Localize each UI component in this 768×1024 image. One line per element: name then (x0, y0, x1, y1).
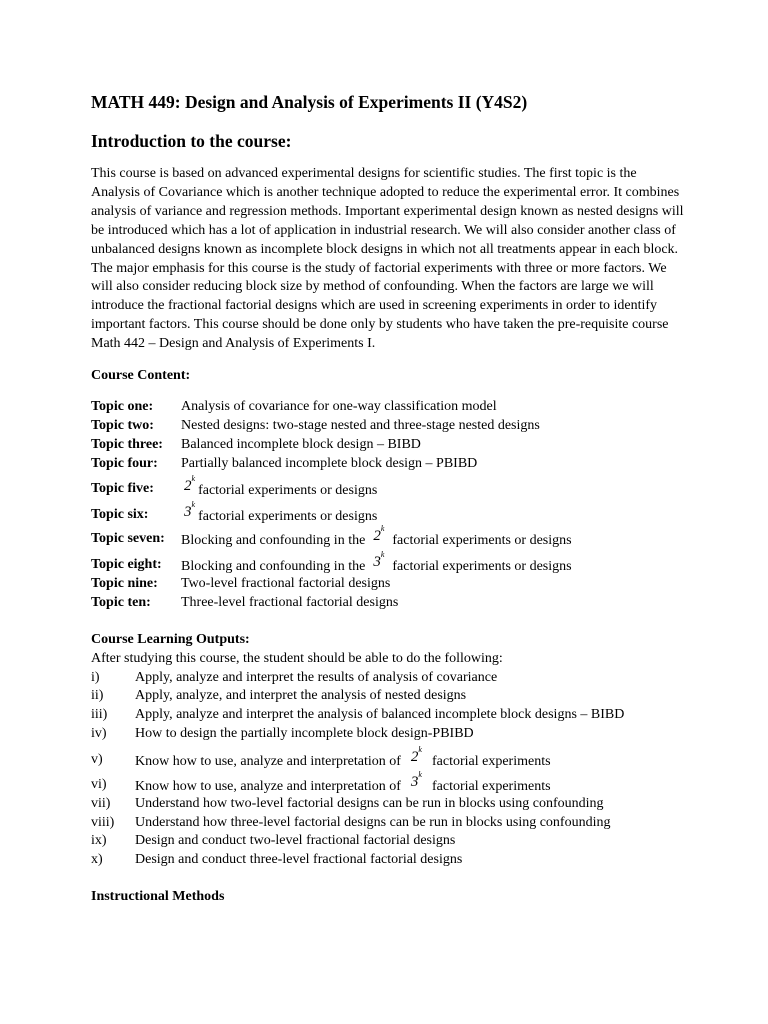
topic-label: Topic one: (91, 399, 154, 414)
list-item-number: x) (91, 852, 103, 867)
topic-text: Analysis of covariance for one-way classification model (181, 399, 497, 414)
topic-label: Topic five: (91, 481, 154, 496)
list-item-text: Know how to use, analyze and interpretation of 3$^k$factorial experiments (135, 770, 551, 794)
list-item-number: ii) (91, 688, 104, 703)
topic-label: Topic ten: (91, 595, 151, 610)
list-item-number: v) (91, 752, 103, 767)
list-item-number: viii) (91, 815, 115, 830)
topic-text: Three-level fractional factorial designs (181, 595, 399, 610)
list-item-text: Apply, analyze and interpret the results of analysis of covariance (135, 670, 498, 685)
list-item-number: iii) (91, 707, 108, 722)
topic-text: Two-level fractional factorial designs (181, 576, 391, 591)
page-title: MATH 449: Design and Analysis of Experiments II (Y4S2) (91, 92, 528, 112)
intro-line: will also consider reducing block size by method of confounding. When the factors are large we will (91, 279, 654, 295)
list-item-text: Know how to use, analyze and interpretation of 2$^k$factorial experiments (135, 745, 551, 769)
list-item-text: Apply, analyze, and interpret the analysis of nested designs (135, 688, 467, 703)
intro-line: Analysis of Covariance which is another technique adopted to reduce the experimental error. It combines (91, 184, 680, 200)
math-expression: 2$^k$ (373, 524, 385, 544)
list-item-text: Design and conduct two-level fractional factorial designs (135, 833, 456, 848)
list-item-text: Apply, analyze and interpret the analysis of balanced incomplete block designs – BIBD (135, 707, 625, 722)
course-content-heading: Course Content: (91, 368, 191, 383)
intro-line: This course is based on advanced experimental designs for scientific studies. The first topic is the (91, 166, 637, 181)
topic-label: Topic four: (91, 456, 158, 471)
learning-outputs-intro: After studying this course, the student should be able to do the following: (91, 651, 503, 666)
list-item-number: ix) (91, 833, 107, 848)
intro-heading: Introduction to the course: (91, 131, 292, 151)
math-expression: 2$^k$ (184, 474, 196, 494)
topic-label: Topic six: (91, 507, 149, 522)
intro-line: be introduced which has a lot of application in industrial research. We will also consider another class of (91, 222, 676, 238)
topic-label: Topic two: (91, 418, 154, 433)
topic-label: Topic eight: (91, 557, 162, 572)
list-item-number: vii) (91, 796, 111, 811)
math-expression: 3$^k$ (373, 550, 385, 570)
learning-outputs-heading: Course Learning Outputs: (91, 632, 250, 647)
topic-text: Nested designs: two-stage nested and three-stage nested designs (181, 418, 540, 433)
list-item-number: vi) (91, 777, 107, 792)
intro-line: analysis of variance and regression methods. Important experimental design known as nested designs will (91, 203, 684, 219)
list-item-number: i) (91, 670, 100, 685)
topic-text: 2$^k$factorial experiments or designs (184, 474, 378, 498)
instructional-methods-heading: Instructional Methods (91, 889, 225, 904)
topic-label: Topic nine: (91, 576, 158, 591)
intro-line: Math 442 – Design and Analysis of Experiments I. (91, 336, 376, 352)
math-expression: 3$^k$ (184, 500, 196, 520)
intro-line: introduce the fractional factorial designs which are used in screening experiments in order to identify (91, 298, 658, 314)
list-item-text: Design and conduct three-level fractional factorial designs (135, 852, 463, 867)
topic-text: 3$^k$factorial experiments or designs (184, 500, 378, 524)
intro-paragraph (91, 165, 691, 354)
math-expression: 2$^k$ (410, 745, 422, 765)
list-item-number: iv) (91, 726, 107, 741)
math-expression: 3$^k$ (410, 770, 422, 790)
topic-text: Partially balanced incomplete block design – PBIBD (181, 456, 478, 471)
intro-line: unbalanced designs known as incomplete block designs in which not all treatments appear in each block. (91, 241, 679, 257)
intro-line: The major emphasis for this course is the study of factorial experiments with three or more factors. We (91, 260, 667, 276)
topic-label: Topic seven: (91, 531, 165, 546)
list-item-text: How to design the partially incomplete block design-PBIBD (135, 726, 474, 741)
topic-text: Blocking and confounding in the 2$^k$factorial experiments or designs (181, 524, 572, 548)
list-item-text: Understand how two-level factorial designs can be run in blocks using confounding (135, 796, 604, 811)
topic-text: Balanced incomplete block design – BIBD (181, 437, 421, 452)
topic-label: Topic three: (91, 437, 163, 452)
topic-text: Blocking and confounding in the 3$^k$factorial experiments or designs (181, 550, 572, 574)
intro-line: important factors. This course should be done only by students who have taken the pre-requisite course (91, 317, 669, 333)
list-item-text: Understand how three-level factorial designs can be run in blocks using confounding (135, 815, 611, 830)
